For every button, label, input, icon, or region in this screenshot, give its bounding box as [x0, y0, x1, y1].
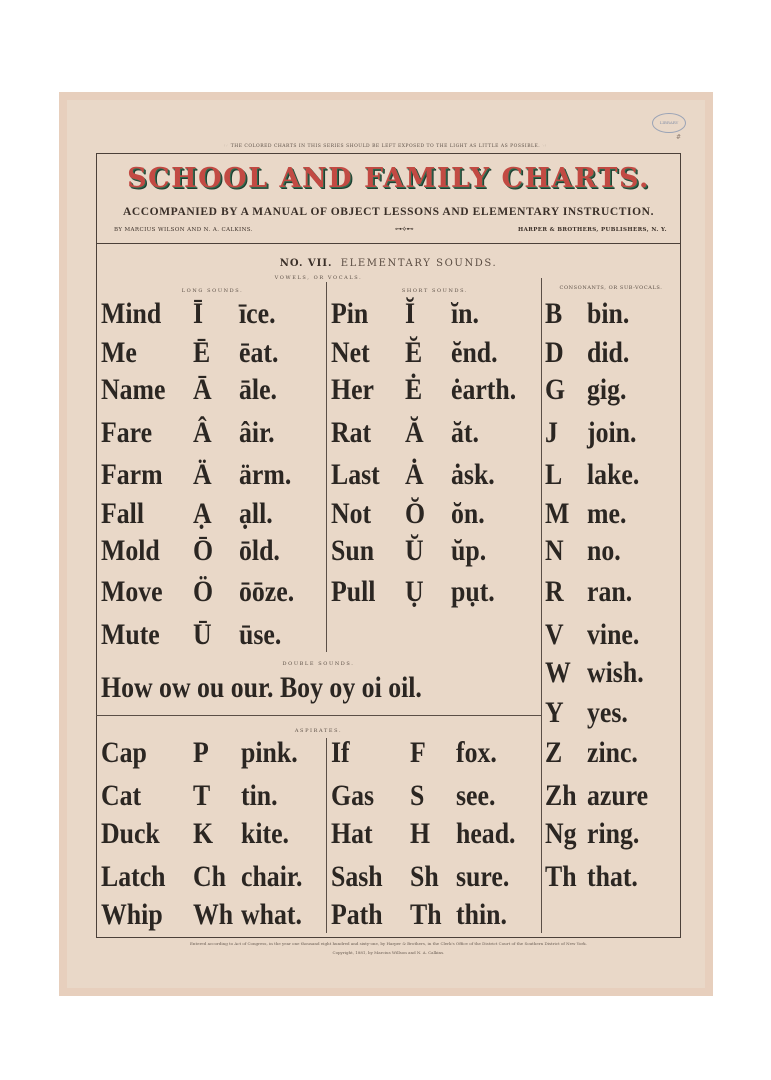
aspirate-word: Duck: [101, 817, 160, 850]
short-sound-vowel: Ŭ: [405, 534, 424, 567]
consonant-letter: R: [545, 575, 564, 608]
short-sound-word: Pull: [331, 575, 376, 608]
column-divider-consonants: [541, 278, 542, 933]
long-sounds-label: LONG SOUNDS.: [181, 288, 244, 294]
library-stamp: LIBRARY: [652, 113, 686, 133]
column-divider-aspirates: [326, 738, 327, 933]
aspirate-letter: H: [410, 817, 431, 850]
short-sound-word: Rat: [331, 416, 372, 449]
aspirate-letter: Sh: [410, 860, 439, 893]
long-sound-word: Mute: [101, 618, 160, 651]
long-sound-vowel: Â: [193, 416, 212, 449]
chart-number: NO. VII.: [279, 258, 333, 269]
long-sound-vowel: Ō: [193, 534, 214, 567]
long-sound-example: âir.: [239, 416, 275, 449]
consonant-example: gig.: [587, 373, 627, 406]
consonant-example: vine.: [587, 618, 640, 651]
short-sound-word: Net: [331, 336, 370, 369]
consonant-example: bin.: [587, 297, 630, 330]
consonant-example: did.: [587, 336, 630, 369]
long-sound-example: ärm.: [239, 458, 292, 491]
aspirates-label: ASPIRATES.: [294, 728, 343, 734]
aspirate-letter: F: [410, 736, 426, 769]
aspirate-example: see.: [456, 779, 496, 812]
long-sound-vowel: Ā: [193, 373, 212, 406]
aspirate-example: thin.: [456, 898, 507, 931]
top-note: ☞ THE COLORED CHARTS IN THIS SERIES SHOULD BE LEFT EXPOSED TO THE LIGHT AS LITTLE AS POSSIBLE. ☜: [224, 144, 547, 149]
aspirate-word: Gas: [331, 779, 375, 812]
long-sound-word: Mind: [101, 297, 162, 330]
consonant-letter: J: [545, 416, 558, 449]
consonant-letter: Th: [545, 860, 577, 893]
chart-heading: [96, 258, 681, 269]
short-sound-example: ŏn.: [451, 497, 485, 530]
long-sound-word: Mold: [101, 534, 160, 567]
long-sound-vowel: Ö: [193, 575, 214, 608]
short-sound-vowel: Ė: [405, 373, 423, 406]
short-sound-example: ĕnd.: [451, 336, 498, 369]
chart-name: ELEMENTARY SOUNDS.: [340, 258, 498, 269]
short-sound-word: Pin: [331, 297, 369, 330]
consonants-label: CONSONANTS, OR SUB-VOCALS.: [559, 285, 663, 291]
consonant-example: join.: [587, 416, 637, 449]
aspirate-word: Sash: [331, 860, 383, 893]
short-sounds-label: SHORT SOUNDS.: [401, 288, 469, 294]
consonant-letter: Z: [545, 736, 563, 769]
long-sound-vowel: Ū: [193, 618, 212, 651]
long-sound-example: ạll.: [239, 497, 273, 530]
aspirate-example: tin.: [241, 779, 278, 812]
long-sound-word: Move: [101, 575, 163, 608]
aspirate-example: fox.: [456, 736, 497, 769]
aspirate-letter: T: [193, 779, 211, 812]
aspirate-example: chair.: [241, 860, 303, 893]
ornament-divider: ⊶⟡⊷: [395, 225, 414, 233]
aspirate-word: Cat: [101, 779, 142, 812]
short-sound-example: ȧsk.: [451, 458, 495, 491]
consonant-letter: W: [545, 656, 571, 689]
footer-copyright: Copyright, 1881, by Marcius Willson and N. A. Calkins.: [332, 950, 445, 955]
page-subtitle: ACCOMPANIED BY A MANUAL OF OBJECT LESSONS AND ELEMENTARY INSTRUCTION.: [122, 206, 655, 218]
long-sound-word: Fall: [101, 497, 144, 530]
consonant-letter: L: [545, 458, 563, 491]
short-sound-example: pụt.: [451, 575, 495, 608]
long-sound-vowel: Ī: [193, 297, 204, 330]
long-sound-vowel: Ä: [193, 458, 212, 491]
consonant-example: me.: [587, 497, 627, 530]
short-sound-example: ăt.: [451, 416, 479, 449]
double-sounds: How ow ou our. Boy oy oi oil.: [101, 671, 422, 704]
aspirate-example: head.: [456, 817, 516, 850]
aspirate-letter: P: [193, 736, 209, 769]
aspirate-word: Latch: [101, 860, 166, 893]
long-sound-example: ēat.: [239, 336, 279, 369]
long-sound-word: Farm: [101, 458, 163, 491]
consonant-letter: B: [545, 297, 563, 330]
consonant-letter: G: [545, 373, 566, 406]
consonant-example: ring.: [587, 817, 640, 850]
consonant-letter: D: [545, 336, 564, 369]
consonant-letter: M: [545, 497, 570, 530]
long-sound-word: Me: [101, 336, 137, 369]
consonant-letter: Ng: [545, 817, 577, 850]
aspirate-letter: Th: [410, 898, 442, 931]
short-sound-vowel: Ĭ: [405, 297, 416, 330]
aspirate-example: what.: [241, 898, 302, 931]
aspirate-word: Path: [331, 898, 383, 931]
aspirate-letter: Wh: [193, 898, 234, 931]
authors-line: BY MARCIUS WILSON AND N. A. CALKINS.: [114, 227, 253, 233]
consonant-example: yes.: [587, 696, 628, 729]
page-title: SCHOOL AND FAMILY CHARTS.: [127, 163, 650, 194]
long-sound-word: Name: [101, 373, 166, 406]
aspirate-letter: S: [410, 779, 425, 812]
long-sound-example: āle.: [239, 373, 277, 406]
consonant-example: lake.: [587, 458, 640, 491]
consonant-example: zinc.: [587, 736, 638, 769]
double-sounds-label: DOUBLE SOUNDS.: [282, 661, 355, 667]
short-sound-example: ėarth.: [451, 373, 517, 406]
consonant-letter: Y: [545, 696, 564, 729]
short-sound-word: Not: [331, 497, 372, 530]
aspirate-letter: K: [193, 817, 214, 850]
consonant-example: azure: [587, 779, 649, 812]
short-sound-word: Last: [331, 458, 380, 491]
long-sound-example: ōōze.: [239, 575, 295, 608]
column-divider-vowels: [326, 282, 327, 652]
short-sound-example: ŭp.: [451, 534, 487, 567]
long-sound-word: Fare: [101, 416, 153, 449]
aspirate-example: kite.: [241, 817, 290, 850]
aspirate-letter: Ch: [193, 860, 226, 893]
consonant-example: ran.: [587, 575, 633, 608]
short-sound-vowel: Ȧ: [405, 458, 424, 491]
long-sound-vowel: Ạ: [193, 497, 212, 530]
aspirate-example: sure.: [456, 860, 510, 893]
aspirates-divider: [96, 715, 541, 716]
long-sound-example: ōld.: [239, 534, 280, 567]
consonant-example: no.: [587, 534, 621, 567]
consonant-example: that.: [587, 860, 638, 893]
aspirate-example: pink.: [241, 736, 298, 769]
footer-copyright-entry: Entered according to Act of Congress, in the year one thousand eight hundred and sixty-one, by Harper & Brothers, in the Clerk's Office of the District Court of the Southern District of New York.: [190, 941, 587, 946]
long-sound-example: īce.: [239, 297, 276, 330]
short-sound-vowel: Ŏ: [405, 497, 426, 530]
consonant-letter: N: [545, 534, 564, 567]
short-sound-example: ĭn.: [451, 297, 479, 330]
short-sound-word: Her: [331, 373, 374, 406]
consonant-letter: Zh: [545, 779, 577, 812]
vowels-label: VOWELS, OR VOCALS.: [274, 275, 363, 281]
aspirate-word: Whip: [101, 898, 163, 931]
aspirate-word: If: [331, 736, 350, 769]
short-sound-vowel: Ĕ: [405, 336, 423, 369]
short-sound-vowel: Ă: [405, 416, 424, 449]
short-sound-word: Sun: [331, 534, 375, 567]
consonant-letter: V: [545, 618, 564, 651]
short-sound-vowel: Ụ: [405, 575, 424, 608]
aspirate-word: Hat: [331, 817, 373, 850]
long-sound-example: ūse.: [239, 618, 282, 651]
publisher-line: HARPER & BROTHERS, PUBLISHERS, N. Y.: [518, 227, 667, 233]
consonant-example: wish.: [587, 656, 644, 689]
long-sound-vowel: Ē: [193, 336, 211, 369]
inventory-mark: #: [676, 134, 682, 141]
aspirate-word: Cap: [101, 736, 147, 769]
